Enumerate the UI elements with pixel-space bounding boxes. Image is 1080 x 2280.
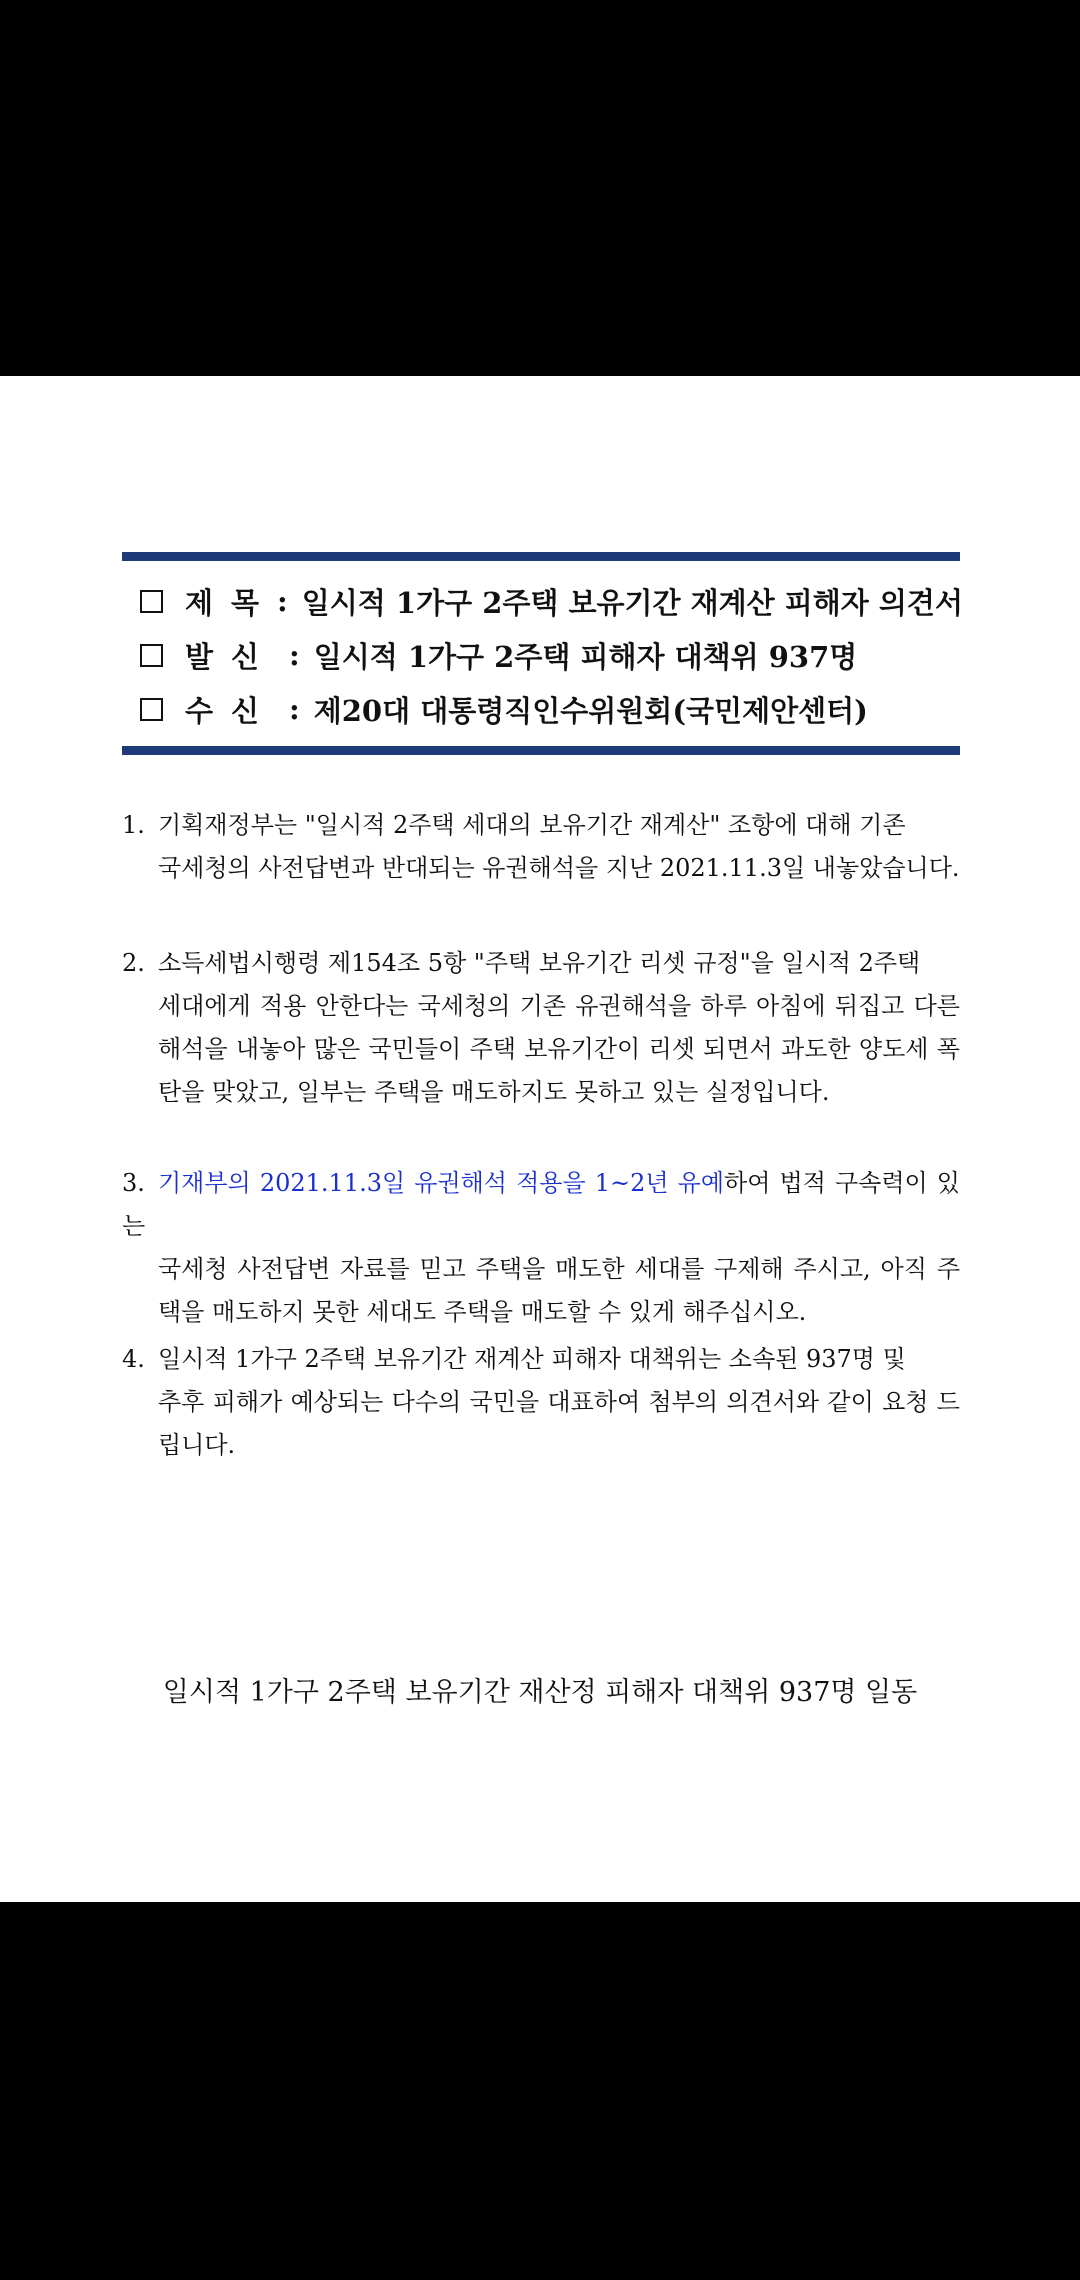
document-page [0, 376, 1080, 1902]
subject-text: 일시적 1가구 2주택 보유기간 재계산 피해자 의견서 [301, 585, 963, 620]
paragraph-number: 2. [122, 949, 145, 977]
sender-label: 발신 [185, 639, 278, 674]
paragraph-3 [122, 1162, 960, 1334]
paragraph-2 [122, 942, 960, 1114]
paragraph-number: 1. [122, 811, 145, 839]
header-sender-line: 발신 : 일시적 1가구 2주택 피해자 대책위 937명 [140, 628, 960, 682]
signature-line: 일시적 1가구 2주택 보유기간 재산정 피해자 대책위 937명 일동 [162, 1677, 918, 1708]
paragraph-continuation: 국세청 사전답변 자료를 믿고 주택을 매도한 세대를 구제해 주시고, 아직 주택을 매도하지 못한 세대도 주택을 매도할 수 있게 해주십시오. [158, 1255, 960, 1326]
header-block [140, 574, 963, 736]
header-top-rule [122, 552, 960, 561]
paragraph-continuation: 세대에게 적용 안한다는 국세청의 기존 유권해석을 하루 아침에 뒤집고 다른 해석을 내놓아 많은 국민들이 주택 보유기간이 리셋 되면서 과도한 양도세 폭탄을 맞았고, 일부는 주택을 매도하지도 못하고 있는 실정입니다. [158, 992, 960, 1106]
paragraph-text: 하여 법적 구속력이 있는 [122, 1169, 960, 1240]
sender-text: 일시적 1가구 2주택 피해자 대책위 937명 [313, 639, 858, 674]
paragraph-number: 3. [122, 1169, 145, 1197]
checkbox-icon [140, 590, 163, 613]
header-subject-line: 제목 : 일시적 1가구 2주택 보유기간 재계산 피해자 의견서 [140, 574, 960, 628]
checkbox-icon [140, 644, 163, 667]
paragraph-text: 기획재정부는 "일시적 2주택 세대의 보유기간 재계산" 조항에 대해 기존 [158, 811, 906, 839]
subject-label: 제목 [185, 585, 278, 620]
checkbox-icon [140, 698, 163, 721]
paragraph-continuation: 국세청의 사전답변과 반대되는 유권해석을 지난 2021.11.3일 내놓았습니다. [158, 854, 960, 882]
paragraph-text: 소득세법시행령 제154조 5항 "주택 보유기간 리셋 규정"을 일시적 2주택 [158, 949, 921, 977]
paragraph-text: 일시적 1가구 2주택 보유기간 재계산 피해자 대책위는 소속된 937명 및 [158, 1345, 906, 1373]
paragraph-4 [122, 1338, 960, 1467]
highlighted-request: 기재부의 2021.11.3일 유권해석 적용을 1~2년 유예 [158, 1169, 725, 1197]
recipient-text: 제20대 대통령직인수위원회(국민제안센터) [313, 693, 868, 728]
paragraph-1 [122, 804, 960, 890]
paragraph-number: 4. [122, 1345, 145, 1373]
header-recipient-line: 수신 : 제20대 대통령직인수위원회(국민제안센터) [140, 682, 960, 736]
header-bottom-rule [122, 746, 960, 755]
paragraph-continuation: 추후 피해가 예상되는 다수의 국민을 대표하여 첨부의 의견서와 같이 요청 드립니다. [158, 1388, 960, 1459]
recipient-label: 수신 [185, 693, 278, 728]
